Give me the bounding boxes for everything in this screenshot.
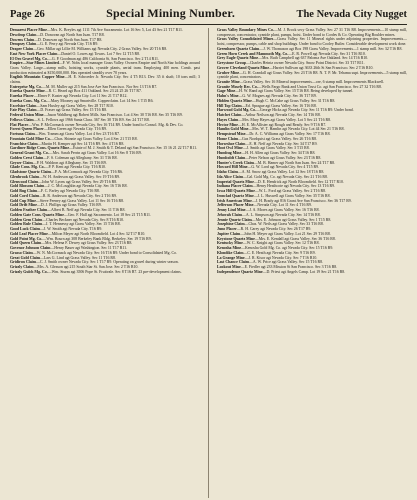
mine-details: —Estate of M. J. Smith & T. Deland agt San Francisco. Sec 15 16 21 22 T17 R11. [69, 146, 198, 151]
mine-details: —G. H. Crandall agt Grass Valley. Sec 23 T16 R8. N. T. P. Mr. Tehama supt. Improvements—5 stamp mill, cyanide plant, concentrators. [217, 70, 407, 80]
mine-name: Ironclad Quartz Mine [217, 193, 254, 198]
mine-name: Greenhorn Quartz Claim [217, 46, 260, 51]
mine-name: Klondike Claim [217, 250, 244, 255]
mine-details: —Mary Mooney agt Smartville. Copperclaim. Lot 14 Sec 1 T15 R6. [46, 98, 154, 103]
mine-name: Glenwood Claim [10, 179, 38, 184]
mine-details: —Wm. Tramm agt Grass Valley. Lot 4 Sec 23 T16 R7. [34, 132, 121, 137]
mine-details: —Lars G. Lind agt Grass Valley. Sec 11 T16 R8. [39, 255, 116, 260]
mine-name: Hector Mine [217, 122, 238, 127]
mine-name: Geyser Claim [10, 160, 33, 165]
mine-details: —Wm. Sturm agt 3506 Pope St. Fruitvale. Sec 8 T16 R7. 23 pre-development claims. [47, 269, 182, 274]
page-header [10, 6, 407, 22]
mine-details: —R. R. Anderson agt Nevada City. Sec 2 T16 R9. [38, 193, 117, 198]
mine-name: English Mountain Copper Mine [10, 75, 65, 80]
mine-name: Iowa Hill Quartz Mine [217, 189, 255, 194]
mine-name: Demarest Placer Mine [10, 28, 48, 32]
mine-name: Golden Rule Claim [10, 222, 42, 227]
mine-details: —Cal. Gold Mg. Co. agt Nevada City. Sec 21 T16 R8. [242, 174, 328, 179]
mine-name: Hidden Quartz Mine [217, 98, 252, 103]
mine-name: Dowens Claim [10, 37, 35, 42]
mine-name: Idaho Claim [217, 170, 238, 175]
mine-details: —W. C. Knight agt Grass Valley. Sec 12 T16 R8. [242, 241, 320, 246]
mine-listing-entry [217, 71, 407, 80]
mine-details: —G. W. Mogzes agt Nevada City. Sec 36 T17 R9. [238, 94, 317, 99]
mine-details: —F. W. Nobs local manager Grass Valley. Owners Empire and North Star holdings around Grass Valley. Large—stamp mills, hoisting works, cyanide plants, aerial tram. Employing 400 men. Comb. past production estimated at $150,000,000. Has operated steadily over 70 years. [10, 61, 201, 75]
mine-name: Gold Leaf Placer Mine [10, 231, 48, 236]
mine-name: Grizzly Claim [10, 265, 34, 270]
mine-name: Eureka Cons. Mg. Co. [10, 98, 47, 103]
column-divider [208, 28, 209, 498]
mine-details: —Ed. Sprague agt Grass Valley. Sec 16 T16 R8. [241, 103, 317, 108]
mine-listing-entry [217, 28, 407, 37]
mine-details: —Dr. A. C. Williams agt Grass Valley. Sec 17 T16 R8. [245, 132, 331, 137]
mine-details: —W. L. Ford agt Grass Valley. Sec 2 T16 R8. [254, 189, 327, 194]
mine-name: Grey Eagle Quartz Mine [217, 56, 259, 61]
mine-details: —E. Fiedler agt 233 Mission St San Francisco. Sec 3 T16 R8. [240, 265, 338, 270]
mine-name: Golden Feather Claim [10, 208, 48, 213]
mine-details: —P. P. Kent agt Nevada City. T16 R10. [44, 165, 106, 170]
mine-name: Gold Cord Claim [10, 193, 39, 198]
mine-details: —Geo. F. Hall agt Sacramento. Lot 18 Sec 21 T15 R11. [63, 212, 151, 217]
mine-name: Jefferson Placer Mine [217, 203, 254, 208]
mine-name: Excelsior Claim [10, 103, 37, 108]
mine-details: —A. M. Snow agt Grass Valley. Lot 12 Sec 18 T16 R8. [237, 170, 325, 175]
mine-details: —Mrs. W. T. Hamlin agt Nevada City. Lot 44 Sec 21 T16 R8. [248, 127, 345, 132]
mine-name: Granite Mosely Rec. Co. [217, 84, 258, 89]
mine-name: Gold Blossom Claim [10, 184, 45, 189]
mine-name: General Grant Mg. Co. [10, 151, 49, 156]
mine-name: Glenbrook Claim [10, 174, 40, 179]
mine-details: —Gus Nordquist agt Grass Valley. Sec 26 T16 R8. [238, 136, 318, 141]
mine-name: Govenor Johnson Claim [10, 246, 51, 251]
mine-name: Great Gold Claim [10, 255, 40, 260]
mine-name: Fair Play Claim [10, 108, 37, 113]
mine-listing-entry [217, 37, 407, 46]
mine-details: —F. C. Farley agt Nevada City. T16 R8. [37, 189, 100, 194]
mine-listing-entry [10, 61, 200, 75]
mine-name: Grass Valley Consolidated Mines [217, 37, 274, 42]
mine-name: Fortuna Claim [10, 132, 35, 137]
mine-name: Gladstone Quartz Claim [10, 170, 51, 175]
mine-details: —Mrs. A. Gleason agt 215 South Star St. San Jose. Sec 2 T16 R10. [33, 265, 139, 270]
edition-title: Special Mining Number. [106, 6, 236, 20]
mine-details: —Wells Fargo Bank and Union Trust Co. agt San Francisco. Sec 27 32 T16 R8. [257, 84, 382, 89]
mine-name: Indiana Placer Claim [217, 184, 253, 189]
mine-details: —P. A. McCormack agt Nevada City. T16 R6. [50, 170, 124, 175]
mine-details: —D. E. Hendrick agt North Bloomfield. Sec 12 T17 R10. [253, 179, 344, 184]
mine-name: Dempsey Claim [10, 42, 37, 47]
mine-name: Juno Placer [217, 227, 237, 232]
mine-details: —J. A. Mores agt Grass Valley. Sec 16 T16 R8. [245, 208, 320, 213]
mine-name: Flat Placer [10, 122, 29, 127]
mine-details: —W. N. McCormack agt Nevada City. Sec 16 T16 R9. Under bond to Consolidated Mg. Co. [32, 250, 178, 255]
mine-name: Fountain Gold Mine Co. [10, 136, 51, 141]
mine-name: Kentucky Mine [217, 241, 243, 246]
mine-name: Hatchet Claim [217, 113, 242, 118]
mine-name: Gold Drift Mine [10, 203, 38, 208]
mine-details: —Chas. W. Neils agt Grass Valley. Sec 33 T16 R8. [244, 222, 324, 227]
mine-details: —A. L. Simpson agt Nevada City. Sec 14 T16 R8. [241, 212, 321, 217]
mine-name: Irish American Mine [217, 198, 252, 203]
mine-name: Hahn's Mine [217, 94, 239, 99]
mine-name: Lookout Mine [217, 265, 241, 270]
mine-name: Gardiner Ridge Cons. Quartz Mine [10, 146, 70, 151]
mine-details: —Jason Wahlberg agt Robert Mills. San Francisco. Lot 4 Sec 30 T16 R8. Sec 35 T16 R9. [43, 113, 183, 118]
mine-name: Dewdrop Claim [10, 32, 37, 37]
mine-details: —Mrs. E. Kendall agt Grass Valley. Sec 36 T16 R8. [254, 236, 336, 241]
mine-name: Grasso Claim [10, 250, 33, 255]
mine-name: Howard Hill Mine [217, 165, 248, 170]
mine-name: Humbug Mine [217, 151, 242, 156]
page-number: Page 26 [10, 9, 45, 20]
mine-details: —Geo. Millar agt Lillie M. Williams agt Nevada City. 2 Grass Valley. Sec 20 T16 R8. [33, 47, 168, 51]
mine-details: —Arthur Neilson agt Nevada City. Sec 14 T16 R8. [241, 113, 321, 118]
mine-details: —Wm. Bourn agt 308 Berkeley Bank Bldg, Berkeley. Sec 19 T16 R9. [42, 236, 152, 241]
mine-details: —Grass Valley. Sec 11 Mineral rights under adjoining properties. Improvements—hoist, compressor, pumps, cable and shop buildings. Under bond to Cooley Butler. Considerable development work done. [217, 37, 407, 47]
paper-title: The Nevada City Nugget [296, 9, 407, 20]
mine-name: Eureka Placer [10, 94, 34, 99]
mine-name: Jupiter Claim [217, 231, 241, 236]
mine-details: —J. W. Smith agt Nevada City. T16 R9. [39, 227, 103, 232]
mine-name: Keystone Quartz Mine [217, 236, 255, 241]
mine-name: Kenosha Mine [217, 246, 242, 251]
mine-name: Hayes Claim [217, 117, 239, 122]
mine-name: Empire—Star Mines Limited [10, 61, 59, 66]
mine-name: Gridiron Claim [10, 260, 36, 265]
mine-name: Gage Mine [217, 89, 236, 94]
mine-details: —Henry Bauer agt Washington. Sec 11 T17 R11. [50, 246, 128, 251]
mine-details: —M. J. Brock secy Grass Valley. Sec 27 31 T16 R8. Improvements—10 stamp mill, compressor, concentrator, cyanide plant, pumps, hoist. Under bond to Cordes & Co. Operating Big Boulder mines. [217, 28, 407, 37]
mine-details: —D. Donovan agt North San Juan. T17 R8. [34, 37, 103, 42]
mine-details: —J. R. Kisor agt Nevada City. Sec 7 T16 R10. [244, 255, 318, 260]
mine-details: —F. S. Coleman agt Alleghany. Sec 31 T16 R8. [43, 155, 118, 160]
mine-details: —Steve Feeney agt Grass Valley. Lot 11 Sec 16 T16 R8. [35, 198, 125, 203]
mine-name: Grover Cleveland Quartz Mine [217, 65, 270, 70]
mine-details: —G. W. Lord agt Nevada City. Sec 4 T15 R9. [247, 165, 320, 170]
mine-details: —W. H. Anderson agt Grass Valley. Sec 19 T16 R9. [39, 174, 121, 179]
mine-details: —Ellen Green agt Nevada City. T16 R9. [43, 127, 108, 132]
mine-name: Grass Valley Boundary Mines Co. [217, 28, 274, 32]
mine-details: —H. E. Schroeder Jr. Nevada City. Sec 4 T5 R13. Dev. 35 ft shaft; 10 tons mill; 3 claims. [10, 75, 200, 84]
mine-name: Greystone Group [217, 61, 246, 66]
mine-details: —J. C. McLoughlin agt Nevada City. Sec 16 T16 R8. [44, 184, 128, 189]
mine-details: —Mrs. E. Johnson agt Grass Valley. Sec 1 T15 R8. [251, 217, 332, 222]
mine-name: Gruber Mine [217, 70, 240, 75]
mine-details: —G. P. Goodman agt 486 California St, San Francisco. Sec 2 T14 R11. [47, 56, 159, 61]
mine-name: Home Claim [217, 136, 239, 141]
mine-details: —Mrs. Ruth Campbell agt 637 Paloma Ave Oakland. Sec 14 T16 R10. [258, 56, 369, 61]
mine-details: —J. Smith agt Grass Valley. Sec 3 T15 R8. [242, 146, 310, 151]
mine-details: —M. B. Hamer agt North San Juan. Sec 24 T17 R8. [253, 160, 336, 165]
mine-name: Gold Bug Claim [10, 189, 38, 194]
mine-details: —E. R. Powell agt Nevada City. Sec 31 T16 R10. [288, 51, 366, 56]
mine-details: —P. H. Waldron agt Alleghany. Sec 15 T16 R9. [32, 160, 107, 165]
mine-name: Humboldt Claim [217, 155, 246, 160]
mine-details: —Grass Valley. Sec 16 Mineral improvements—ore, 6 stamp mill. Improvements Blackwell. [239, 79, 385, 84]
mine-name: El Oro Gravel Mg. Co. [10, 56, 48, 61]
mine-name: Grizzly Gulch Mg. Co. [10, 269, 48, 274]
mine-details: —C. E. Heath agt Nevada City. Sec 9 T16 R9. [243, 250, 316, 255]
mine-details: —E. H. Neff agt Nevada City. Sec 34 T17 R9. [245, 141, 318, 146]
mine-name: Harwood Gold Mg. Co. [217, 108, 257, 113]
mine-name: Jenny Lind Mine [217, 208, 246, 213]
mine-details: —Wm. P. McCormack owner Nevada City. Sec 16 T14 R9. Under bond to Consol. Mg. & Dev. Co. [28, 122, 184, 127]
mine-details: —George Hicks agt Nevada City. Sec 11 T16 R9. Under bond. [256, 108, 354, 113]
mine-name: Hoot Owl Mine [217, 146, 243, 151]
mine-name: Golden Gate Cons. Quartz Mine [10, 212, 64, 217]
mine-details: —Charles Heintz owner Nevada City. Snow Point District. Sec 33 T17 R11. [245, 61, 365, 66]
mine-details: —John H. Meyer agt Grass Valley. Lot 21 Sec 29 T16 R8. [240, 231, 331, 236]
listing-columns [10, 28, 407, 498]
mine-details: —Henry Heathcote agt Nevada City. Sec 13 T16 R9. [252, 184, 336, 189]
mine-details: —John W. Lyons agt Grass Valley. Sec 29 T16 R8. [38, 179, 118, 184]
mine-name: Enterprise Mg. Co. [10, 84, 42, 89]
mine-name: Glade Cons. Mg. Co. [10, 165, 45, 170]
mine-details: —H. H. Allen agt Grass Valley. Sec 34 T16 R8. [241, 151, 316, 156]
mine-details: —Martin H. Kemper agt Sec 14 T16 R9. Sec 4 T16 R8. [37, 141, 125, 146]
mine-name: Franchise Claim [10, 141, 38, 146]
mine-details: —S. L. Fellows agt 1966 Santa Clara. 367 Sec 30 T16 R9. Sec 24 T17 R8. [33, 117, 150, 122]
mine-name: East New York Placer Claim [10, 51, 58, 56]
header-rule [10, 24, 407, 25]
mine-name: Good Luck Claim [10, 227, 40, 232]
listing-column-left [10, 28, 200, 498]
mine-details: —Mrs. Mary Hayes agt Grass Valley. Lot 5 Sec 21 T16 R8. [238, 117, 332, 122]
mine-details: —Mrs. Sarah Perrin agt Grass Valley. Lot 16 Sec 8 T16 R9. [48, 151, 142, 156]
mine-name: Federal Union Mine [10, 113, 44, 118]
listing-column-right [217, 28, 407, 498]
mine-details: —R. H. Carey agt Nevada City. Sec 26 T17 R9. [236, 227, 312, 232]
mine-name: Jehovah Claim [217, 212, 242, 217]
mine-listing-entry [217, 270, 407, 275]
mine-name: Josephine Claim [217, 222, 245, 227]
mine-name: Jennie Quartz Claim [217, 217, 252, 222]
mine-details: —D. Priest agt Angels Camp. Lot 19 Sec 21 T16 R8. [262, 269, 346, 274]
mine-details: —J. T. Hennessy agt Grass Valley. Sec 15 T16 R8. [42, 222, 121, 227]
mine-name: Hunter's Creek Claim [217, 160, 254, 165]
mine-details: —Elmer F. Kuster agt Nevada City. Lot 11 Sec 21 T17 R12. [33, 94, 128, 99]
mine-name: Independence Quartz Mine [217, 269, 263, 274]
mine-details: —Kenosha Gold Mg. Co. agt Nevada City. Sec 15 T16 R9. [241, 246, 334, 251]
mine-name: Horseshoe Claim [217, 141, 246, 146]
mine-name: Imperial Quartz Mine [217, 179, 254, 184]
mine-name: Green Horn Creek and Mammoth Mg. Co. [217, 51, 289, 56]
mine-details: —R. C. Heard agt Box 411 Oakland. Sec 23 24 25 26 T17 R7. [44, 89, 142, 94]
mine-details: —Charles Beckner agt Nevada City. Sec 8 T16 R10. [42, 217, 125, 222]
mine-details: —H. E. McAllister agt Rough and Ready. Sec 9 T16 R7. [238, 122, 327, 127]
mine-details: —Milton Meyer agt North Bloomfield. Lot 4 Sec 32 T17 R10. [47, 231, 146, 236]
mine-details: —Nevada City. Lot 11 Sec 4 T16 R9. [253, 203, 312, 208]
mine-details: —J. H. Brady agt 816 Grant Ave San Francisco. Sec 36 T17 R9. [251, 198, 352, 203]
mine-details: —Mrs. Helena F. Dewey agt Grass Valley. Sec 23 T16 R8. [41, 241, 133, 246]
mine-name: Granite Mine [217, 79, 240, 84]
mine-details: —Sam Huxley agt Grass Valley. Sec 28 T17 R10. [36, 103, 114, 108]
mine-details: —G. E. Perry agt Nevada City. T16 R9. [36, 42, 99, 47]
mine-name: Last Chance Claim [217, 260, 249, 265]
mine-details: —Peter Nelson agt Grass Valley. Sec 23 T16 R8. [245, 155, 322, 160]
mine-details: —Albert B. Neff agt Nevada City. Sec 11 T16 R8. [47, 208, 126, 213]
mine-name: Forest Queen Placer [10, 127, 44, 132]
mine-details: —J. W. Thomason agt Box 198 Grass Valley. Improvements—1 stamp mill. Sec 32 T16 R8. [259, 46, 403, 51]
mine-details: —D. Donovan agt North San Juan. T17 R8. [36, 32, 105, 37]
mine-name: Golden Gem Claim [10, 217, 43, 222]
mine-name: Hempstead Mine [217, 132, 246, 137]
mine-details: —M. M. Muller agt 215 San Jose Ave San Francisco. Nor Sec 13 T16 R7. [41, 84, 158, 89]
mine-name: Gold Cup Mine [10, 198, 36, 203]
mine-details: —Hugh C. McCabe agt Grass Valley. Sec 31 T16 R8. [251, 98, 336, 103]
mine-listing-entry [10, 75, 200, 84]
mine-name: Hill Top Claim [217, 103, 242, 108]
mine-name: Eureka Quartz Mine [10, 89, 45, 94]
mine-name: Hamlin Gold Mine [217, 127, 249, 132]
mine-details: —A. W. Price agt Grass Valley. Sec 15 T16 R8. [249, 260, 324, 265]
mine-name: Gold Point Mg. Co. [10, 236, 43, 241]
mine-listing-entry [10, 270, 200, 275]
mine-name: Draper Claim [10, 47, 34, 51]
mine-details: —Chas. Shinnie agt Grass Valley. Lot 4 Sec 21 T15 R8. [50, 136, 138, 141]
mine-details: —D. Fraser agt Grass Valley. Sec 15 T16 R8. [36, 108, 108, 113]
mine-name: La Grange Mine [217, 255, 245, 260]
mine-details: —Daniel O. Lowes agt Towns. Lot 7 Sec 12 T15 R8. [57, 51, 141, 56]
mine-details: —H. W. Rand agt Grass Valley. Sec 15 T16 R8. Being developed by tunnel. [235, 89, 354, 94]
mine-name: Golden Crest Claim [10, 155, 44, 160]
mine-details: —D. J. Phillips agt Grass Valley. T16 R9. [37, 203, 102, 208]
mine-details: —Mrs. K. Breyles agt 1111 7th Ave Sacramento. Lot 16 Sec 5, Lot 43 Sec 21 T17 R11. [47, 28, 183, 32]
mine-details: —J. L. Huswell agt Grass Valley. Sec 35 T16 R8. [253, 193, 331, 198]
mine-name: Fellows Claim [10, 117, 34, 122]
mine-name: Gold Queen Claim [10, 241, 42, 246]
mine-name: Ida Alice Claim [217, 174, 243, 179]
mine-details: —C. J. Smith owner Nevada City. Sec 1 T17 R9. Operating on gravel during winter season. [35, 260, 179, 265]
mine-details: —Harriet Sullivan agt 3633 26th St San Francisco. Sec 2 T16 R10. [269, 65, 374, 70]
